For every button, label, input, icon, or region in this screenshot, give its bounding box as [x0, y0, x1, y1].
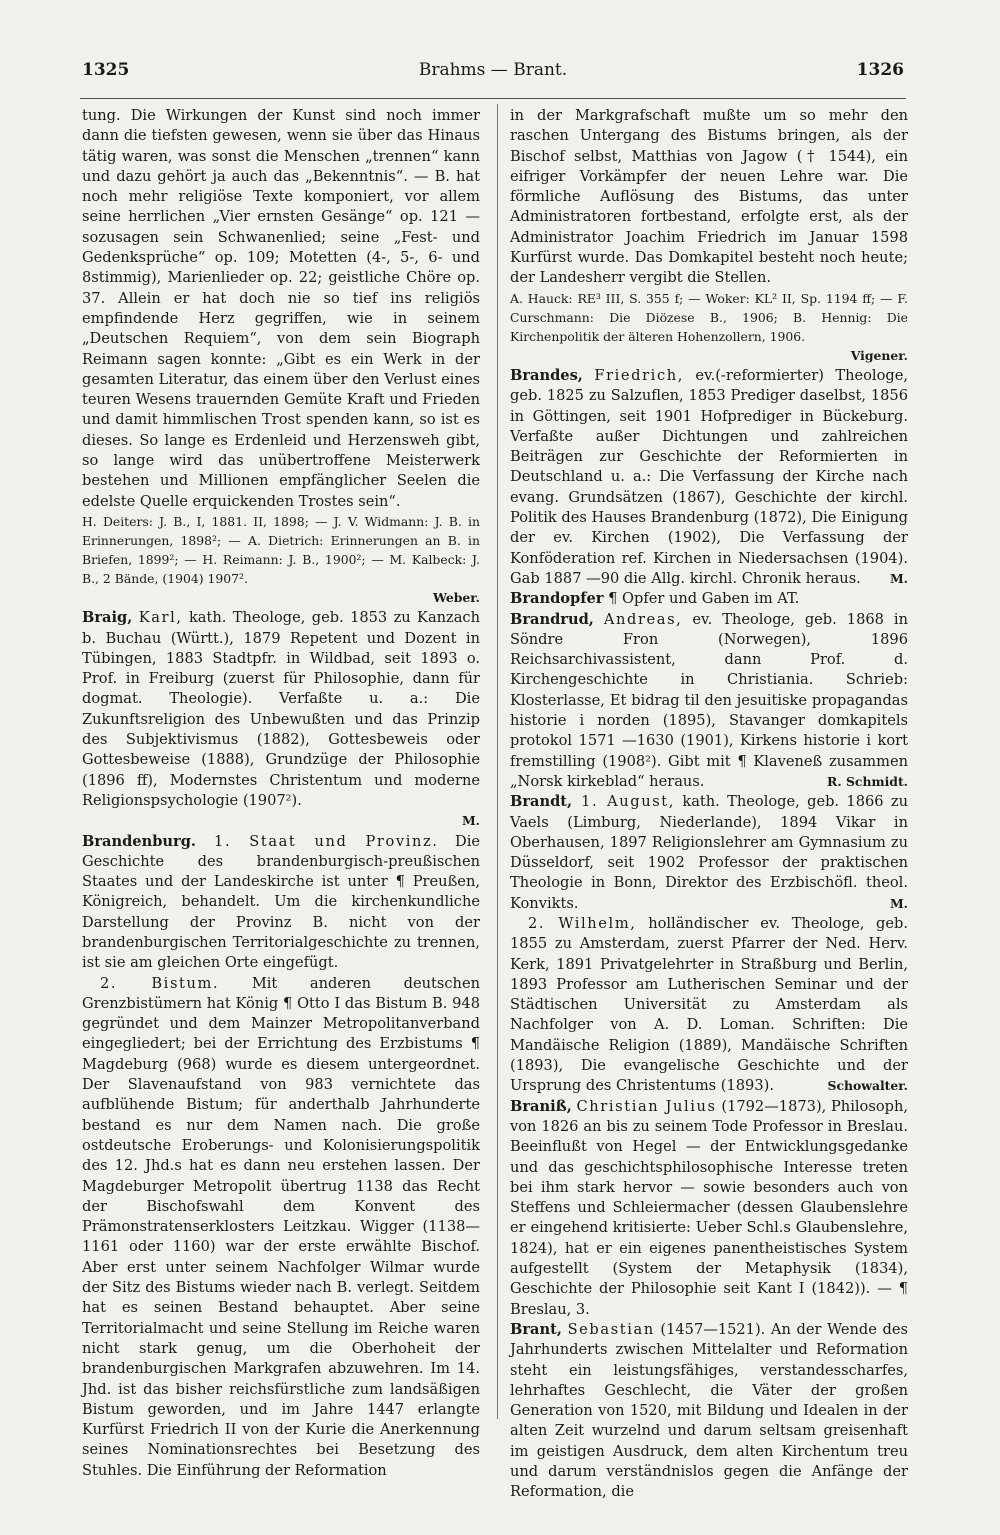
brandrud-name: Andreas,: [603, 610, 683, 628]
brandt-section-2-text: holländischer ev. Theologe, geb. 1855 zu Amsterdam, zuerst Pfarrer der Ned. Herv. Kerk, 1891 Privatgelehrter in Straßburg und Berlin, 1893 Professor am Lutherischen Seminar und der Städtischen Universität zu Amsterdam als Nachfolger von A. D. Loman. Schriften: Die Mandäische Religion (1889), Mandäische Schriften (1893), Die evangelische Geschichte und der Ursprung des Christentums (1893).: [510, 914, 909, 1095]
left-page-number: 1325: [82, 60, 130, 80]
brandt-headword: Brandt,: [510, 793, 573, 811]
braig-entry-text: kath. Theologe, geb. 1853 zu Kanzach b. Buchau (Württ.), 1879 Repetent und Dozent in Tübingen, 1883 Stadtpfr. in Wildbad, seit 1893 o. Prof. in Freiburg (zuerst für Philosophie, dann für dogmat. Theologie). Verfaßte u. a.: Die Zukunftsreligion des Unbewußten und das Prinzip des Subjektivismus (1882), Gottesbeweis oder Gottesbeweise (1888), Grundzüge der Philosophie (1896 ff), Modernstes Christentum und moderne Religionspsychologie (1907²).: [82, 609, 481, 809]
brandrud-entry-text: ev. Theologe, geb. 1868 in Söndre Fron (Norwegen), 1896 Reichsarchivassistent, dann Prof. d. Kirchengeschichte in Christiania. Schrieb: Klosterlasse, Et bidrag til den jesuitiske propagandas historie i norden (1895), Stavanger domkapitels protokol 1571 —1630 (1901), Kirkens historie i kort fremstilling (1908²). Gibt mit ¶ Klaveneß zusammen „Norsk kirkeblad“ heraus.: [510, 610, 908, 790]
page-header: [82, 60, 904, 88]
braig-headword: Braig,: [82, 609, 133, 627]
brahms-entry-text: tung. Die Wirkungen der Kunst sind noch immer dann die tiefsten gewesen, wenn sie über das Hinaus tätig waren, was sonst die Menschen „trennen“ kann und dazu gehört ja auch das „Bekenntnis“. — B. hat noch mehr religiöse Texte komponiert, vor allem seine herrlichen „Vier ernsten Gesänge“ op. 121 — sozusagen sein Schwanenlied; seine „Fest- und Gedenksprüche“ op. 109; Motetten (4-, 5-, 6- und 8stimmig), Marienlieder op. 22; geistliche Chöre op. 37. Allein er hat doch nie so tief ins religiös empfindende Herz gegriffen, wie in seinem „Deutschen Requiem“, von dem sein Biograph Reimann sagen konnte: „Gibt es ein Werk in der gesamten Literatur, das einem über den Verlust eines teuren Wesens trauernden Gemüte Kraft und Frieden und damit himmlischen Trost spenden kann, so ist es dieses. So lange es Erdenleid und Herzensweh gibt, so lange wird das unübertroffene Meisterwerk bestehen und Millionen empfänglicher Seelen die edelste Quelle erquickenden Trostes sein“.: [82, 107, 480, 510]
running-title: Brahms — Brant.: [418, 60, 568, 80]
brandrud-author: R. Schmidt.: [827, 773, 908, 789]
braig-entry: [82, 608, 480, 811]
brahms-references: H. Deiters: J. B., I, 1881. II, 1898; — J. V. Widmann: J. B. in Erinnerungen, 1898²; — A. Dietrich: Erinnerungen an B. in Briefen, 1899²; — H. Reimann: J. B., 1900²; — M. Kalbeck: J. B., 2 Bände, (1904) 1907².: [82, 513, 480, 586]
brandopfer-entry: [510, 589, 908, 609]
brandenburg-section-1-text: Die Geschichte des brandenburgisch-preußischen Staates und der Landeskirche ist unter ¶ Preußen, Königreich, behandelt. Um die kirchenkundliche Darstellung der Provinz B. nicht von der brandenburgischen Territorialgeschichte zu trennen, ist sie am gleichen Orte eingefügt.: [82, 832, 480, 972]
brandrud-headword: Brandrud,: [510, 610, 594, 628]
right-page-number: 1326: [856, 60, 904, 80]
braig-name: Karl,: [138, 609, 183, 627]
brandes-headword: Brandes,: [510, 366, 583, 384]
brandenburg-section-2-text: Mit anderen deutschen Grenzbistümern hat König ¶ Otto I das Bistum B. 948 gegründet und dem Mainzer Metropolitanverband eingegliedert; bei der Errichtung des Erzbistums ¶ Magdeburg (968) wurde es diesem untergeordnet. Der Slavenaufstand von 983 vernichtete das aufblühende Bistum; für anderthalb Jahrhunderte bestand es nur dem Namen nach. Die große ostdeutsche Eroberungs- und Kolonisierungspolitik des 12. Jhd.s hat es dann neu erstehen lassen. Der Magdeburger Metropolit übertrug 1138 das Recht der Bischofswahl dem Konvent des Prämonstratenserklosters Leitzkau. Wigger (1138—1161 oder 1160) war der erste erwählte Bischof. Aber erst unter seinem Nachfolger Wilmar wurde der Sitz des Bistums wieder nach B. verlegt. Seitdem hat es seinen Bestand behauptet. Aber seine Territorialmacht und seine Stellung im Reiche waren nicht stark genug, um die Oberhoheit der brandenburgischen Markgrafen abzuwehren. Im 14. Jhd. ist das bisher reichsfürstliche zum landsäßigen Bistum geworden, und im Jahre 1447 erlangte Kurfürst Friedrich II von der Kurie die Anerkennung seines Nominationsrechtes bei Besetzung des Stuhles. Die Einführung der Reformation: [82, 974, 480, 1479]
brant-headword: Brant,: [510, 1320, 562, 1338]
brandrud-entry: [510, 610, 908, 793]
branitz-entry-text: (1792—1873), Philosoph, von 1826 an bis zu seinem Tode Professor in Breslau. Beeinflußt von Hegel — der Entwicklungsgedanke und das geschichtsphilosophische Interesse treten bei ihm stark hervor — sowie besonders auch von Steffens und Schleiermacher (dessen Glaubenslehre er eingehend kritisierte: Ueber Schl.s Glaubenslehre, 1824), hat er ein eigenes panentheistisches System aufgestellt (System der Metaphysik (1834), Geschichte der Philosophie seit Kant I (1842)). — ¶ Breslau, 3.: [510, 1097, 908, 1318]
brandenburg-subheading-2: 2. Bistum.: [100, 974, 220, 992]
brandes-entry: [510, 366, 908, 589]
brandt-section-1-text: kath. Theologe, geb. 1866 zu Vaels (Limburg, Niederlande), 1894 Vikar in Oberhausen, 1897 Religionslehrer am Gymnasium zu Düsseldorf, seit 1902 Professor der praktischen Theologie in Bonn, Direktor des Erzbischöfl. theol. Konvikts.: [510, 793, 908, 912]
brant-name: Sebastian: [567, 1320, 655, 1338]
left-column: [82, 106, 480, 1481]
brandt-entry: [510, 792, 908, 914]
brant-entry-text: (1457—1521). An der Wende des Jahrhunderts zwischen Mittelalter und Reformation steht ein leistungsfähiges, verstandesscharfes, lehrhaftes Geschlecht, die Väter der großen Generation von 1520, mit Bildung und Idealen in der alten Zeit wurzelnd und darum seltsam greisenhaft im geistigen Ausdruck, dem alten Kirchentum treu und darum verständnislos gegen die Anfänge der Reformation, die: [510, 1320, 909, 1501]
header-rule: [80, 98, 906, 99]
braig-author: M.: [461, 813, 480, 829]
brandt-section-2: [510, 914, 908, 1097]
brandt-author-1: M.: [889, 895, 908, 911]
brandes-entry-text: ev.(-reformierter) Theologe, geb. 1825 zu Salzuflen, 1853 Prediger daselbst, 1856 in Göttingen, seit 1901 Hofprediger in Bückeburg. Verfaßte außer Dichtungen und zahlreichen Beiträgen zur Geschichte der Reformierten in Deutschland u. a.: Die Verfassung der Kirche nach evang. Grundsätzen (1867), Geschichte der kirchl. Politik des Hauses Brandenburg (1872), Die Einigung der ev. Kirchen (1902), Die Verfassung der Konföderation ref. Kirchen in Niedersachsen (1904). Gab 1887 —90 die Allg. kirchl. Chronik heraus.: [510, 366, 908, 587]
brandopfer-entry-text: ¶ Opfer und Gaben im AT.: [603, 590, 800, 608]
brandenburg-subheading-1: 1. Staat und Provinz.: [195, 832, 439, 850]
right-column: [510, 106, 908, 1503]
brandenburg-headword: Brandenburg.: [82, 832, 196, 850]
brahms-author: Weber.: [432, 589, 480, 605]
brandt-author-2: Schowalter.: [827, 1078, 908, 1094]
branitz-name: Christian Julius: [576, 1097, 717, 1115]
brandenburg-section-2: [82, 974, 480, 1481]
branitz-headword: Braniß,: [510, 1097, 572, 1115]
brandt-subheading-1: 1. August,: [572, 793, 676, 811]
brandenburg-continuation: in der Markgrafschaft mußte um so mehr den raschen Untergang des Bistums bringen, als der Bischof selbst, Matthias von Jagow († 1544), ein eifriger Vorkämpfer der neuen Lehre war. Die förmliche Auflösung des Bistums, das unter Administratoren fortbestand, erfolgte erst, als der Administrator Joachim Friedrich im Januar 1598 Kurfürst wurde. Das Domkapitel besteht noch heute; der Landesherr vergibt die Stellen.: [510, 107, 908, 287]
brandes-author: M.: [889, 570, 908, 586]
brant-entry: [510, 1320, 908, 1503]
branitz-entry: [510, 1097, 908, 1320]
column-rule: [497, 104, 498, 1419]
brandopfer-headword: Brandopfer: [510, 590, 604, 608]
brandenburg-entry: [82, 832, 480, 974]
brandes-name: Friedrich,: [594, 366, 684, 384]
brandenburg-references: A. Hauck: RE³ III, S. 355 f; — Woker: KL² II, Sp. 1194 ff; — F. Curschmann: Die Diözese B., 1906; B. Hennig: Die Kirchenpolitik der älteren Hohenzollern, 1906.: [510, 290, 908, 344]
brandenburg-author: Vigener.: [850, 347, 908, 363]
brandt-subheading-2: 2. Wilhelm,: [528, 914, 637, 932]
